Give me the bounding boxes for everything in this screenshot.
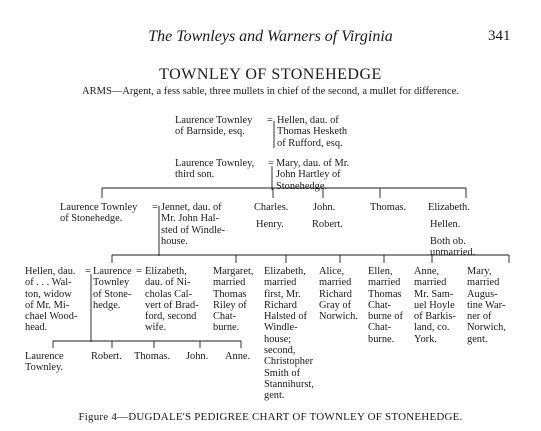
gen4-marriage-sign-second: =: [136, 266, 142, 277]
gen5-robert: Robert.: [91, 351, 122, 362]
gen5-thomas: Thomas.: [134, 351, 171, 362]
gen1-marriage-sign: =: [267, 115, 273, 126]
gen3-thomas: Thomas.: [370, 202, 407, 213]
running-title: The Townleys and Warners of Virginia: [148, 28, 393, 45]
gen3-husband-laurence-townley: Laurence Townley of Stonehedge.: [60, 202, 138, 225]
gen2-husband-laurence-townley: Laurence Townley, third son.: [175, 158, 255, 181]
gen3-hellen: Hellen.: [430, 219, 461, 230]
gen4-ellen: Ellen, married Thomas Chat- burne of Chat- burne.: [368, 266, 403, 345]
gen3-charles: Charles.: [254, 202, 289, 213]
gen3-robert: Robert.: [312, 219, 343, 230]
gen4-anne: Anne, married Mr. Sam- uel Hoyle of Barkis- land, co. York.: [414, 266, 456, 345]
gen1-husband-laurence-townley: Laurence Townley of Barnside, esq.: [175, 115, 253, 138]
gen4-laurence-townley: Laurence Townley of Stone- hedge.: [93, 266, 132, 311]
gen4-alice: Alice, married Richard Gray of Norwich.: [319, 266, 358, 323]
gen5-john: John.: [186, 351, 209, 362]
gen4-wife-elizabeth-calvert: Elizabeth, dau. of Ni- cholas Cal- vert of Brad- ford, second wife.: [145, 266, 199, 334]
arms-description: ARMS—Argent, a fess sable, three mullets in chief of the second, a mullet for difference.: [82, 86, 459, 97]
gen4-margaret: Margaret, married Thomas Riley of Chat- burne.: [213, 266, 254, 334]
chart-title: TOWNLEY OF STONEHEDGE: [159, 66, 382, 83]
gen3-henry: Henry.: [256, 219, 284, 230]
gen5-anne: Anne.: [225, 351, 251, 362]
gen5-laurence-townley: Laurence Townley.: [25, 351, 64, 374]
page-number: 341: [488, 28, 511, 44]
gen3-elizabeth: Elizabeth.: [428, 202, 470, 213]
gen1-wife-hellen: Hellen, dau. of Thomas Hesketh of Rufford, esq.: [277, 115, 348, 149]
gen4-wife-hellen-walton: Hellen, dau. of . . . Wal- ton, widow of Mr. Mi- chael Wood- head.: [25, 266, 78, 334]
gen3-both-unmarried-note: Both ob. unmarried.: [430, 236, 476, 259]
gen2-wife-mary: Mary, dau. of Mr. John Hartley of Stonehedge.: [276, 158, 350, 192]
gen3-marriage-sign: =: [152, 202, 158, 213]
gen4-mary: Mary, married Augus- tine War- ner of Norwich, gent.: [467, 266, 506, 345]
figure-caption: Figure 4—DUGDALE'S PEDIGREE CHART OF TOWNLEY OF STONEHEDGE.: [78, 411, 463, 423]
gen3-john: John.: [313, 202, 336, 213]
gen4-elizabeth: Elizabeth, married first, Mr. Richard Halsted of Windle- house; second, Christopher Smith of Stannihurst, gent.: [264, 266, 314, 402]
gen3-wife-jennet: Jennet, dau. of Mr. John Hal- sted of Windle- house.: [161, 202, 226, 247]
gen2-marriage-sign: =: [268, 158, 274, 169]
gen4-marriage-sign-first: =: [85, 266, 91, 277]
